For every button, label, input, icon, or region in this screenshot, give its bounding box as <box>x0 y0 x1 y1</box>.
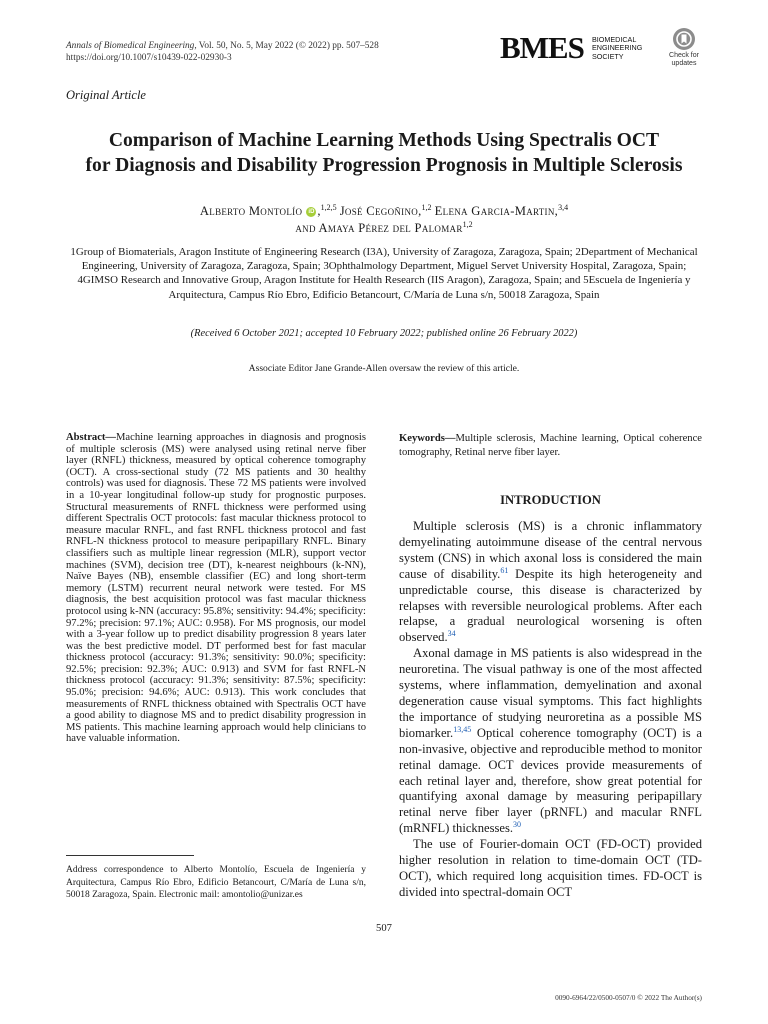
keywords <box>399 432 702 460</box>
author-affil-sup: 1,2 <box>462 219 473 229</box>
check-for-updates-badge[interactable] <box>664 28 704 72</box>
bookmark-icon <box>673 28 695 50</box>
correspondence-footnote: Address correspondence to Alberto Montolío, Escuela de Ingeniería y Arquitectura, Campus Río Ebro, Edificio Betancourt, C/María de Luna s/n, 50018 Zaragoza, Spain. Electronic mail: amontolio@unizar.es <box>66 865 366 901</box>
abstract <box>66 432 366 745</box>
citation-link[interactable]: 13,45 <box>453 724 472 734</box>
author-affil-sup: 1,2,5 <box>320 202 337 212</box>
abstract-text: Machine learning approaches in diagnosis and prognosis of multiple sclerosis (MS) were analysed using retinal nerve fiber layer (RNFL) thickness, measured by optical coherence tomography (OCT). A cross-sectional study (72 MS patients and 30 healthy controls) was used for diagnosis. These 72 MS patients were involved in a 10-year longitudinal follow-up study for prognostic purposes. Structural measurements of RNFL thickness were performed using different Spectralis OCT protocols: fast macular thickness protocol to measure macular RNFL, and fast RNFL thickness protocol and fast RNFL-N thickness protocol to measure peripapillary RNFL. Binary classifiers such as multiple linear regression (MLR), support vector machines (SVM), decision tree (DT), k-nearest neighbours (k-NN), Naïve Bayes (NB), ensemble classifier (EC) and long short-term memory (LSTM) recurrent neural network were tested. For MS diagnosis, the best acquisition protocol was fast macular thickness protocol using k-NN (accuracy: 95.8%; sensitivity: 94.4%; specificity: 97.2%; precision: 97.1%; AUC: 0.958). For MS prognosis, our model with a 3-year follow up to predict disability progression 8 years later was the best predictive model. DT performed best for fast macular thickness protocol (accuracy: 91.3%; sensitivity: 90.0%; specificity: 92.5%; precision: 92.3%; AUC: 0.913) and SVM for fast RNFL-N thickness protocol (accuracy: 91.3%; sensitivity: 87.5%; specificity: 95.0%; precision: 94.6%; AUC: 0.913). This work concludes that measurements of RNFL thickness obtained with Spectralis OCT have a good ability to diagnose MS and to predict disability progression in MS patients. This machine learning approach would help clinicians to have valuable information. <box>66 432 366 745</box>
doi-link[interactable]: https://doi.org/10.1007/s10439-022-02930-3 <box>66 53 232 63</box>
footnote-divider <box>66 855 194 856</box>
keywords-label: Keywords— <box>399 433 456 444</box>
author-affil-sup: 3,4 <box>558 202 569 212</box>
author-name[interactable]: Elena Garcia-Martin, <box>434 204 559 218</box>
paragraph: The use of Fourier-domain OCT (FD-OCT) provided higher resolution in relation to time-domain OCT (TD-OCT), which required long acquisition times. FD-OCT is divided into spectral-domain OCT <box>399 837 702 899</box>
page-number: 507 <box>376 923 392 934</box>
keywords-text: Multiple sclerosis, Machine learning, Optical coherence tomography, Retinal nerve fiber layer. <box>399 433 702 458</box>
bmes-logo-text: BIOMEDICAL ENGINEERING SOCIETY <box>592 35 643 61</box>
orcid-icon[interactable]: iD <box>308 209 315 216</box>
editor-note: Associate Editor Jane Grande-Allen oversaw the review of this article. <box>248 363 520 374</box>
author-list: Alberto Montolío iD ,$^{1,2,5}$ José Cegoñino,$^{1,2}$ Elena Garcia-Martin,$^{3,4}$ and Amaya Pérez del Palomar$^{1,2}$ <box>199 202 569 235</box>
journal-header <box>66 40 379 64</box>
affiliations: 1Group of Biomaterials, Aragon Institute of Engineering Research (I3A), University of Zaragoza, Zaragoza, Spain; 2Department of Mechanical Engineering, University of Zaragoza, Zaragoza, Spain; 3Ophthalmology Department, Miguel Servet University Hospital, Zaragoza, Spain; 4GIMSO Research and Innovative Group, Aragon Institute for Health Research (IIS Aragon), Zaragoza, Spain; and 5Escuela de Ingeniería y Arquitectura, Campus Río Ebro, Edificio Betancourt, C/María de Luna s/n, 50018 Zaragoza, Spain <box>70 246 698 301</box>
introduction-body <box>399 519 702 901</box>
abstract-label: Abstract— <box>66 432 117 443</box>
section-heading-introduction: INTRODUCTION <box>500 493 601 507</box>
citation-link[interactable]: 34 <box>447 629 456 639</box>
copyright-line: 0090-6964/22/0500-0507/0 © 2022 The Author(s) <box>555 993 702 1002</box>
article-title: Comparison of Machine Learning Methods Using Spectralis OCT for Diagnosis and Disability Progression Prognosis in Multiple Sclerosis <box>85 130 683 176</box>
article-type: Original Article <box>66 88 146 102</box>
citation-link[interactable]: 61 <box>500 565 509 575</box>
journal-name: Annals of Biomedical Engineering <box>66 41 195 51</box>
paragraph: Multiple sclerosis (MS) is a chronic inflammatory demyelinating autoimmune disease of the central nervous system (CNS) in which axonal loss is considered the main cause of disability.$^{61}$ Despite its high heterogeneity and unpredictable course, this disease is characterized by relapses with reversible neurological problems. After each relapse, a gradual neurological worsening is often observed.$^{34}$ <box>399 519 702 645</box>
author-name[interactable]: José Cegoñino, <box>339 204 422 218</box>
check-updates-label: Check for updates <box>669 52 699 67</box>
bmes-logo-letters: BMES <box>500 30 584 65</box>
citation-info: , Vol. 50, No. 5, May 2022 (© 2022) pp. 507–528 <box>194 41 379 51</box>
citation-link[interactable]: 30 <box>513 820 522 830</box>
author-affil-sup: 1,2 <box>421 202 432 212</box>
publication-dates: (Received 6 October 2021; accepted 10 February 2022; published online 26 February 2022) <box>190 328 578 339</box>
author-name[interactable]: and Amaya Pérez del Palomar <box>295 221 463 235</box>
paragraph: Axonal damage in MS patients is also widespread in the neuroretina. The visual pathway is one of the most affected systems, where inflammation, demyelination and axonal degeneration cause visual symptoms. This fact highlights the importance of studying neuroretina as a possible MS biomarker.$^{13,45}$ Optical coherence tomography (OCT) is a non-invasive, objective and reproducible method to monitor retinal damage. OCT devices provide measurements of each retinal layer and, therefore, show great potential for quantifying axonal damage by measuring peripapillary retinal nerve fiber layer (pRNFL) and macular RNFL (mRNFL) thicknesses.$^{30}$ <box>399 646 702 836</box>
author-name[interactable]: Alberto Montolío <box>199 204 303 218</box>
